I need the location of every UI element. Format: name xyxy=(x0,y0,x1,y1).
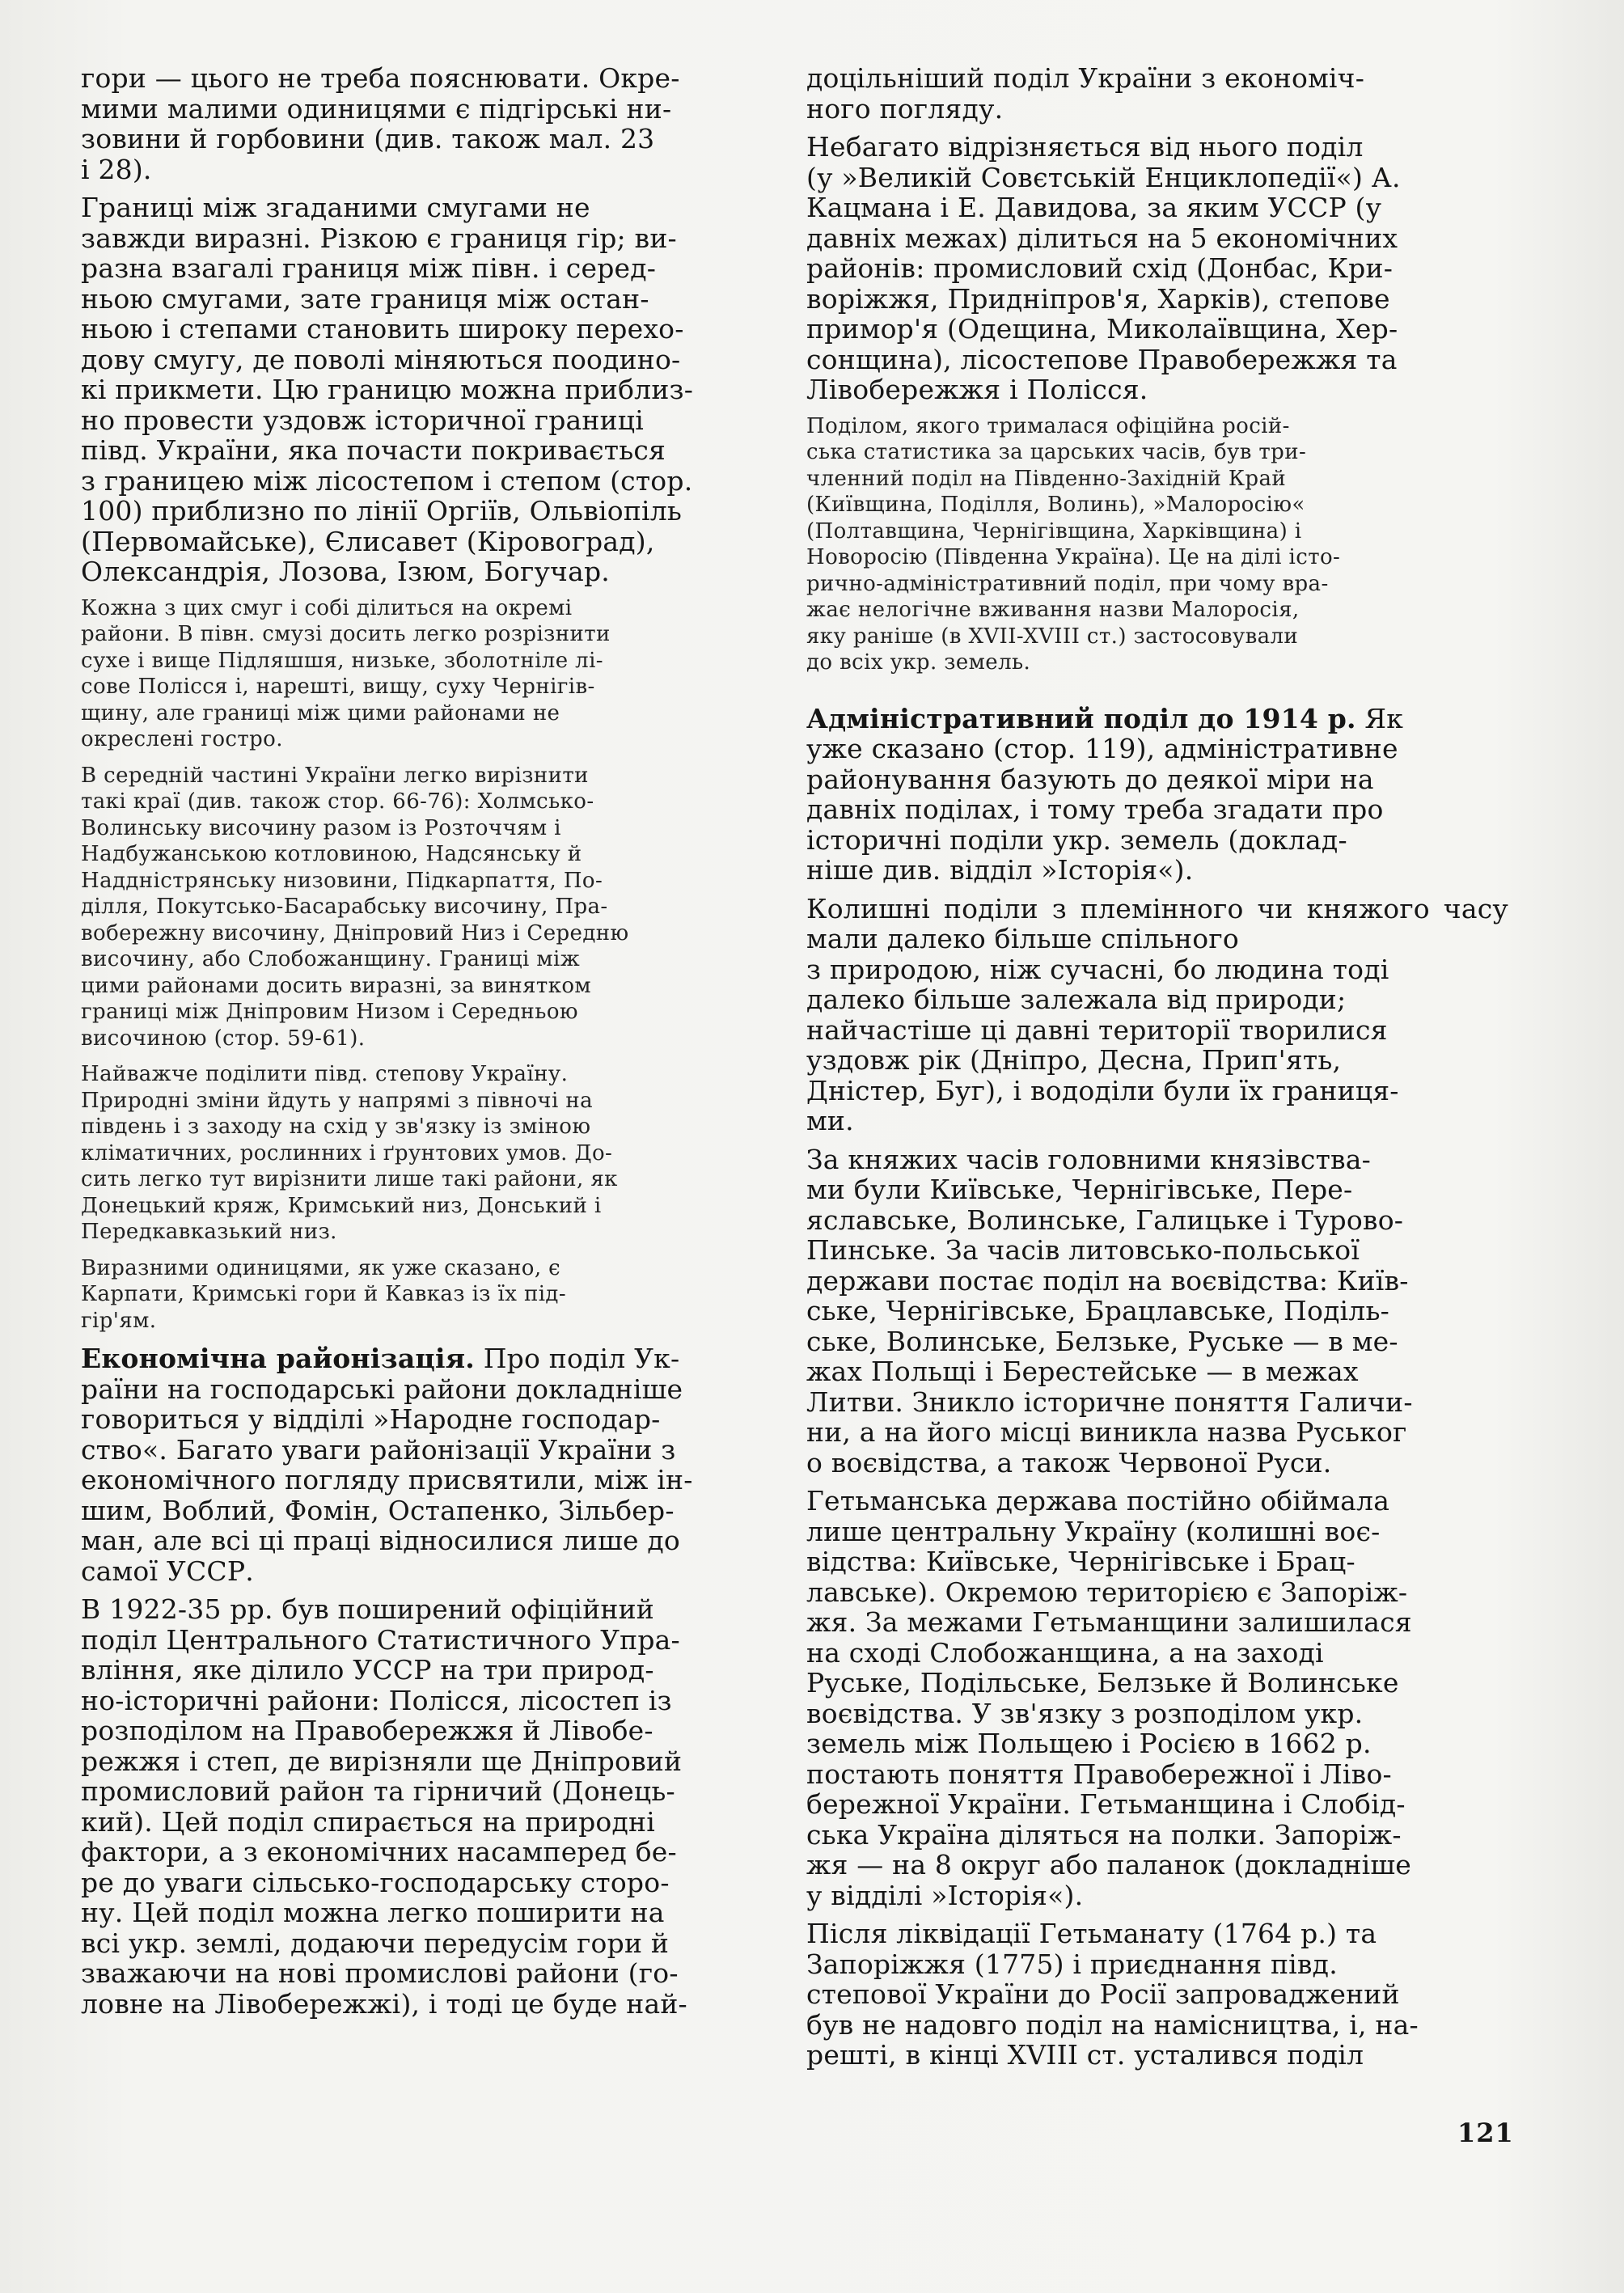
paragraph: За княжих часів головними князівства- ми були Київське, Чернігівське, Пере- яславське, Волинське, Галицьке і Турово- Пинське. За часів литовсько-польської держави постає поділ на воєвідства: Київ- ське, Чернігівське, Брацлавське, Поділь- ське, Волинське, Белзьке, Руське — в ме- жах Польщі і Берестейське — в межах Литви. Зникло історичне поняття Галичи- ни, а на його місці виникла назва Руськог о воєвідства, а також Червоної Руси. xyxy=(806,1143,1413,1479)
right-column xyxy=(806,63,1508,2079)
paragraph: Небагато відрізняється від нього поділ (у »Великій Совєтській Енциклопедії«) А. Кацмана і Е. Давидова, за яким УССР (у давніх межах) ділиться на 5 економічних районів: промисловий схід (Донбас, Кри- воріжжя, Придніпров'я, Харків), степове примор'я (Одещина, Миколаївщина, Хер- сонщина), лісостепове Правобережжя та Лівобережжя і Полісся. xyxy=(806,131,1401,405)
paragraph-economic-regionalization xyxy=(81,1343,759,1586)
left-column xyxy=(81,63,759,2027)
paragraph: Границі між згаданими смугами не завжди виразні. Різкою є границя гір; ви- разна взагалі границя між півн. і серед- ньою смугами, зате границя між остан- ньою і степами становить широку перехо- дову смугу, де поволі міняються поодино- кі прикмети. Цю границю можна приблиз- но провести уздовж історичної границі півд. України, яка почасти покривається з границею між лісостепом і степом (стор. 100) приблизно по лінії Оргіїв, Ольвіопіль (Первомайське), Єлисавет (Кіровоград), Олександрія, Лозова, Ізюм, Богучар. xyxy=(81,192,694,587)
section-heading: Адміністративний поділ до 1914 р. xyxy=(806,702,1356,734)
small-print-paragraph: В середній частині України легко вирізнити такі краї (див. також стор. 66-76): Холмсько- Волинську височину разом із Розточчям і Надбужанською котловиною, Надсянську й Наддністрянську низовини, Підкарпаття, По- ділля, Покутсько-Басарабську височину, Пра- вобережну височину, Дніпровий Низ і Середню височину, або Слобожанщину. Границі між цими районами досить виразні, за винятком границі між Дніпровим Низом і Середньою височиною (стор. 59-61). xyxy=(81,763,629,1051)
paragraph: Після ліквідації Гетьманату (1764 р.) та Запоріжжя (1775) і приєднання півд. степової України до Росії запроваджений був не надовго поділ на намісництва, і, на- решті, в кінці XVIII ст. усталився поділ xyxy=(806,1918,1419,2071)
small-print-paragraph: Кожна з цих смуг і собі ділиться на окремі райони. В півн. смузі досить легко розрізнити сухе і вище Підляшшя, низьке, зболотніле лі- сове Полісся і, нарешті, вищу, суху Чернігів- щину, але границі між цими районами не окреслені гостро. xyxy=(81,595,611,751)
paragraph: гори — цього не треба пояснювати. Окре- мими малими одиницями є підгірські ни- зовини й горбовини (див. також мал. 23 і 28). xyxy=(81,62,680,185)
paragraph: Гетьманська держава постійно обіймала лише центральну Україну (колишні воє- відства: Київське, Чернігівське і Брац- лавське). Окремою територією є Запоріж- жя. За межами Гетьманщини залишилася на сході Слобожанщина, а на заході Руське, Подільське, Белзьке й Волинське воєвідства. У зв'язку з розподілом укр. земель між Польщею і Росією в 1662 р. постають поняття Правобережної і Ліво- бережної України. Гетьманщина і Слобід- ська Україна діляться на полки. Запоріж- жя — на 8 округ або паланок (докладніше у відділі »Історія«). xyxy=(806,1485,1412,1911)
paragraph: В 1922-35 рр. був поширений офіційний поділ Центрального Статистичного Упра- вління, яке ділило УССР на три природ- но-історичні райони: Полісся, лісостеп із розподілом на Правобережжя й Лівобе- режжя і степ, де вирізняли ще Дніпровий промисловий район та гірничий (Донець- кий). Цей поділ спирається на природні фактори, а з економічних насамперед бе- ре до уваги сільсько-господарську сторо- ну. Цей поділ можна легко поширити на всі укр. землі, додаючи передусім гори й зважаючи на нові промислові райони (го- ловне на Лівобережжі), і тоді це буде най- xyxy=(81,1593,687,2020)
small-print-paragraph: Поділом, якого трималася офіційна росій- ська статистика за царських часів, був три- членний поділ на Південно-Західній Край (Київщина, Поділля, Волинь), »Малоросію« (Полтавщина, Чернігівщина, Харківщина) і Новоросію (Південна Україна). Це на ділі істо- рично-адміністративний поділ, при чому вра- жає нелогічне вживання назви Малоросія, яку раніше (в XVII-XVIII ст.) застосовували до всіх укр. земель. xyxy=(806,413,1341,675)
paragraph-text: Про поділ Ук- раїни на господарські райони докладніше говориться у відділі »Народне господар- ство«. Багато уваги районізації України з економічного погляду присвятили, між ін- шим, Воблий, Фомін, Остапенко, Зільбер- ман, але всі ці праці відносилися лише до самої УССР. xyxy=(81,1343,693,1587)
small-print-paragraph: Найважче поділити півд. степову Україну. Природні зміни йдуть у напрямі з півночі на південь і з заходу на схід у зв'язку із зміною кліматичних, рослинних і ґрунтових умов. До- сить легко тут вирізнити лише такі райони, як Донецький кряж, Кримський низ, Донський і Передкавказький низ. xyxy=(81,1062,618,1244)
paragraph: доцільніший поділ України з економіч- ного погляду. xyxy=(806,62,1365,125)
small-print-paragraph: Виразними одиницями, як уже сказано, є Карпати, Кримські гори й Кавказ із їх під- гір'ям. xyxy=(81,1255,567,1333)
paragraph-administrative-division xyxy=(806,704,1508,886)
section-heading: Економічна районізація. xyxy=(81,1343,475,1374)
page-number: 121 xyxy=(1457,2117,1514,2148)
paragraph: Колишні поділи з племінного чи княжого часу мали далеко більше спільного з природою, ніж сучасні, бо людина тоді далеко більше залежала від природи; найчастіше ці давні території творилися уздовж рік (Дніпро, Десна, Прип'ять, Дністер, Буг), і вододіли були їх границя- ми. xyxy=(806,892,1508,1136)
paragraph-text: Як уже сказано (стор. 119), адміністративне районування базують до деякої міри на давніх поділах, і тому треба згадати про історичні поділи укр. земель (доклад- ніше див. відділ »Історія«). xyxy=(806,702,1404,886)
